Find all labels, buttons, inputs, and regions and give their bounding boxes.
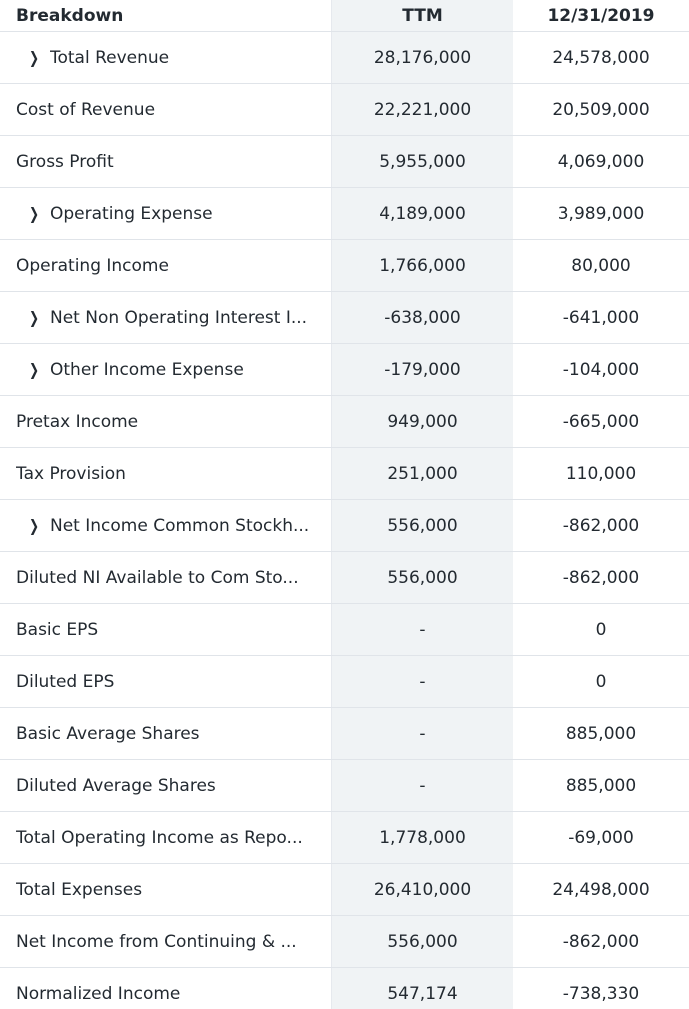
- chevron-right-icon[interactable]: ❯: [28, 48, 40, 67]
- row-label-text: Tax Provision: [16, 463, 126, 484]
- cell-2019: 24,578,000: [552, 47, 650, 68]
- cell-ttm: 1,766,000: [332, 240, 513, 291]
- cell-ttm: -: [332, 708, 513, 759]
- row-label-text: Basic Average Shares: [16, 723, 200, 744]
- row-label-text: Basic EPS: [16, 619, 99, 640]
- row-label-text: Operating Expense: [50, 203, 213, 224]
- cell-ttm: 547,174: [332, 968, 513, 1009]
- cell-ttm: 4,189,000: [332, 188, 513, 239]
- row-label: [0, 604, 332, 655]
- table-row: [0, 812, 689, 864]
- cell-ttm: -179,000: [332, 344, 513, 395]
- cell-2019: -641,000: [562, 307, 640, 328]
- cell-2019: -104,000: [562, 359, 640, 380]
- row-label-text: Diluted Average Shares: [16, 775, 216, 796]
- cell-2019: 24,498,000: [552, 879, 650, 900]
- row-label-text: Net Non Operating Interest I...: [50, 307, 308, 328]
- cell-ttm: -: [332, 604, 513, 655]
- row-label-text: Diluted NI Available to Com Sto...: [16, 567, 299, 588]
- table-row: [0, 240, 689, 292]
- cell-ttm: -: [332, 656, 513, 707]
- row-label-text: Total Revenue: [50, 47, 170, 68]
- cell-2019: 885,000: [565, 723, 637, 744]
- expandable-row-label[interactable]: [0, 292, 332, 343]
- row-label-text: Operating Income: [16, 255, 169, 276]
- table-row: [0, 84, 689, 136]
- table-row: [0, 552, 689, 604]
- table-row: [0, 500, 689, 552]
- table-row: [0, 136, 689, 188]
- cell-2019: -862,000: [562, 931, 640, 952]
- cell-2019: -738,330: [562, 984, 640, 1004]
- cell-ttm: 251,000: [332, 448, 513, 499]
- expandable-row-label[interactable]: [0, 32, 332, 83]
- header-breakdown: Breakdown: [0, 0, 332, 31]
- row-label: [0, 760, 332, 811]
- cell-ttm: 5,955,000: [332, 136, 513, 187]
- row-label: [0, 396, 332, 447]
- table-row: [0, 864, 689, 916]
- cell-2019: -862,000: [562, 515, 640, 536]
- chevron-right-icon[interactable]: ❯: [28, 360, 40, 379]
- table-row: [0, 448, 689, 500]
- table-row: [0, 708, 689, 760]
- chevron-right-icon[interactable]: ❯: [28, 308, 40, 327]
- row-label-text: Normalized Income: [16, 984, 181, 1004]
- table-row: [0, 344, 689, 396]
- row-label: [0, 968, 332, 1009]
- cell-ttm: 1,778,000: [332, 812, 513, 863]
- table-header: [0, 0, 689, 32]
- table-row: [0, 396, 689, 448]
- cell-2019: 4,069,000: [557, 151, 645, 172]
- expandable-row-label[interactable]: [0, 344, 332, 395]
- cell-2019: 885,000: [565, 775, 637, 796]
- table-row: [0, 292, 689, 344]
- header-ttm[interactable]: TTM: [332, 0, 513, 31]
- cell-ttm: 22,221,000: [332, 84, 513, 135]
- cell-2019: 80,000: [571, 255, 631, 276]
- row-label-text: Gross Profit: [16, 151, 114, 172]
- row-label: [0, 84, 332, 135]
- cell-2019: -665,000: [562, 411, 640, 432]
- row-label-text: Total Expenses: [16, 879, 143, 900]
- chevron-right-icon[interactable]: ❯: [28, 204, 40, 223]
- row-label: [0, 136, 332, 187]
- row-label: [0, 552, 332, 603]
- row-label: [0, 864, 332, 915]
- cell-ttm: 949,000: [332, 396, 513, 447]
- cell-ttm: -: [332, 760, 513, 811]
- cell-2019: 0: [595, 671, 607, 692]
- row-label: [0, 240, 332, 291]
- cell-2019: -862,000: [562, 567, 640, 588]
- cell-ttm: 556,000: [332, 552, 513, 603]
- chevron-right-icon[interactable]: ❯: [28, 516, 40, 535]
- row-label: [0, 656, 332, 707]
- cell-ttm: 28,176,000: [332, 32, 513, 83]
- table-row: [0, 968, 689, 1009]
- header-2019[interactable]: 12/31/2019: [547, 5, 655, 26]
- table-row: [0, 188, 689, 240]
- table-row: [0, 916, 689, 968]
- cell-ttm: 556,000: [332, 916, 513, 967]
- row-label: [0, 708, 332, 759]
- cell-2019: 3,989,000: [557, 203, 645, 224]
- cell-2019: 0: [595, 619, 607, 640]
- expandable-row-label[interactable]: [0, 188, 332, 239]
- table-row: [0, 604, 689, 656]
- expandable-row-label[interactable]: [0, 500, 332, 551]
- cell-ttm: -638,000: [332, 292, 513, 343]
- row-label-text: Diluted EPS: [16, 671, 115, 692]
- cell-2019: 110,000: [565, 463, 637, 484]
- table-body: [0, 32, 689, 1009]
- table-row: [0, 656, 689, 708]
- row-label: [0, 448, 332, 499]
- row-label-text: Net Income Common Stockh...: [50, 515, 310, 536]
- cell-2019: 20,509,000: [552, 99, 650, 120]
- cell-2019: -69,000: [568, 827, 634, 848]
- table-row: [0, 760, 689, 812]
- row-label: [0, 812, 332, 863]
- row-label-text: Net Income from Continuing & ...: [16, 931, 297, 952]
- row-label-text: Cost of Revenue: [16, 99, 156, 120]
- row-label-text: Pretax Income: [16, 411, 139, 432]
- table-row: [0, 32, 689, 84]
- row-label-text: Other Income Expense: [50, 359, 244, 380]
- row-label-text: Total Operating Income as Repo...: [16, 827, 303, 848]
- cell-ttm: 26,410,000: [332, 864, 513, 915]
- cell-ttm: 556,000: [332, 500, 513, 551]
- row-label: [0, 916, 332, 967]
